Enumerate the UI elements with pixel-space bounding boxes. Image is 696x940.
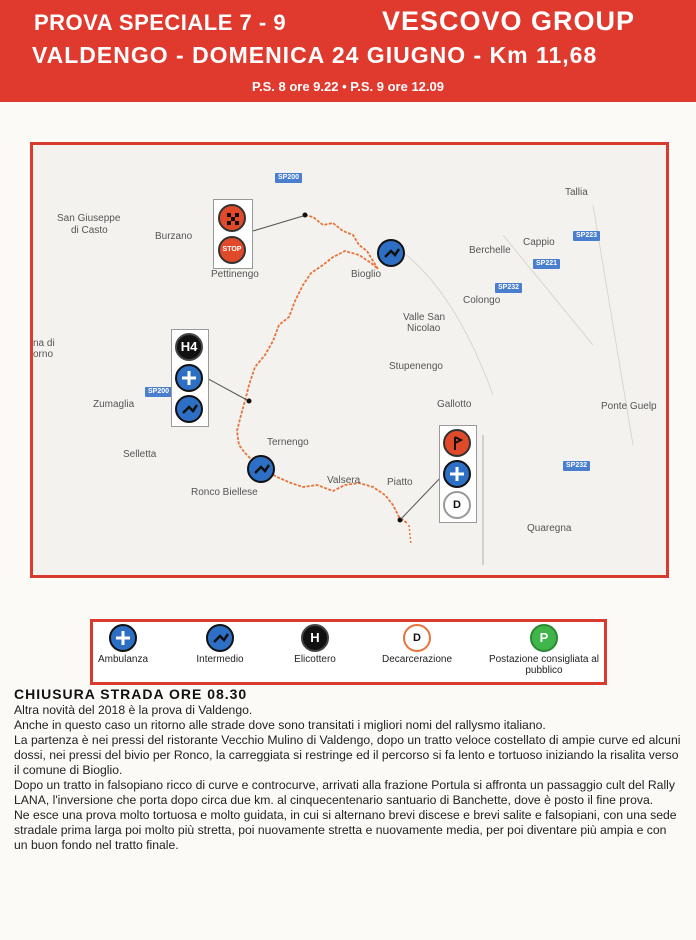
stage-location-date: VALDENGO - DOMENICA 24 GIUGNO - Km 11,68 [32,42,598,68]
start-point [303,213,308,218]
place-label: Stupenengo [389,361,443,372]
start-icon-group [213,199,253,269]
article-paragraph: Dopo un tratto in falsopiano ricco di curve e controcurve, arrivati alla frazione Portula si affronta un passaggio cult del Rally LANA, l'inversione che porta dopo circa due km. al cinquecentenario santuario di Banchette, dove è posto il fine prova. [14,778,675,807]
legend-item-decarcerazione [375,624,459,665]
legend-item-ambulanza [95,624,151,665]
ambulance-icon [109,624,137,652]
intermedio-icon [377,239,405,267]
place-label: Ponte Guelp [601,401,657,412]
midpoint-icon-group [171,329,209,427]
place-label: Selletta [123,449,157,460]
header-line-1 [0,4,696,40]
place-label: Cappio [523,237,555,248]
stop-icon: STOP [218,236,246,264]
place-label: Burzano [155,231,193,242]
place-label: Gallotto [437,399,472,410]
intermedio-icon [206,624,234,652]
place-label: Ternengo [267,437,309,448]
legend-label: Elicottero [294,654,336,665]
ambulance-icon [443,460,471,488]
place-label: Piatto [387,477,413,488]
legend-label: Postazione consigliata al pubblico [488,654,600,676]
ambulance-icon [175,364,203,392]
stage-times: P.S. 8 ore 9.22 • P.S. 9 ore 12.09 [252,79,444,94]
place-label: Valsera [327,475,361,486]
article-paragraph: Ne esce una prova molto tortuosa e molto guidata, in cui si alternano brevi discese e brevi salite e falsopiani, con una sede stradale prima larga poi molto più stretta, poi nuovamente stretta e nuovamente media, per poi diventare più ampia e con un buon fondo nel tratto finale. [14,808,677,852]
sponsor-name: VESCOVO GROUP [382,6,636,36]
article-body [14,703,682,853]
legend-label: Intermedio [196,654,244,665]
finish-flag-icon [443,429,471,457]
legend-item-intermedio [185,624,255,665]
header-banner [0,0,696,102]
place-label: Pettinengo [211,269,259,280]
place-label: Nicolao [407,323,441,334]
place-label: Berchelle [469,245,511,256]
place-label: Ronco Biellese [191,487,258,498]
road-badge: SP223 [573,231,600,241]
helicopter-h4-icon: H4 [175,333,203,361]
decarceration-icon: D [443,491,471,519]
intermedio-icon [175,395,203,423]
decarceration-icon: D [403,624,431,652]
place-label: na di [33,338,55,349]
article-title: CHIUSURA STRADA ORE 08.30 [14,686,248,702]
place-label: Colongo [463,295,501,306]
place-label: Valle San [403,312,446,323]
place-label: di Casto [71,225,108,236]
finish-icon-group [439,425,477,523]
road-badge: SP232 [495,283,522,293]
intermedio-icon [247,455,275,483]
place-label: Tallia [565,187,588,198]
legend-item-postazione [487,624,601,676]
route-map [30,142,669,578]
legend-label: Decarcerazione [381,654,453,665]
legend-item-elicottero [285,624,345,665]
article-paragraph: Altra novità del 2018 è la prova di Valdengo. [14,703,253,717]
place-label: San Giuseppe [57,213,121,224]
stage-number: PROVA SPECIALE 7 - 9 [34,10,287,35]
spectator-area-icon: P [530,624,558,652]
place-label: orno [33,349,54,360]
road-badge: SP200 [145,387,172,397]
map-graphics [33,145,669,578]
place-label: Bioglio [351,269,382,280]
article-paragraph: La partenza è nei pressi del ristorante Vecchio Mulino di Valdengo, dopo un tratto veloce costellato di ampie curve ed alcuni dossi, nei pressi del bivio per Ronco, la carreggiata si restringe ed il percorso si fa lento e tortuoso iniziando la risalita verso il comune di Bioglio. [14,733,681,777]
article-paragraph: Anche in questo caso un ritorno alle strade dove sono transitati i migliori nomi del rallysmo italiano. [14,718,546,732]
road-badge: SP200 [275,173,302,183]
place-label: Zumaglia [93,399,135,410]
helicopter-icon: H [301,624,329,652]
road-badge: SP232 [563,461,590,471]
legend-label: Ambulanza [97,654,149,665]
place-label: Quaregna [527,523,572,534]
waypoint [247,399,252,404]
checkered-flag-icon [218,204,246,232]
road-badge: SP221 [533,259,560,269]
map-legend [90,619,607,685]
